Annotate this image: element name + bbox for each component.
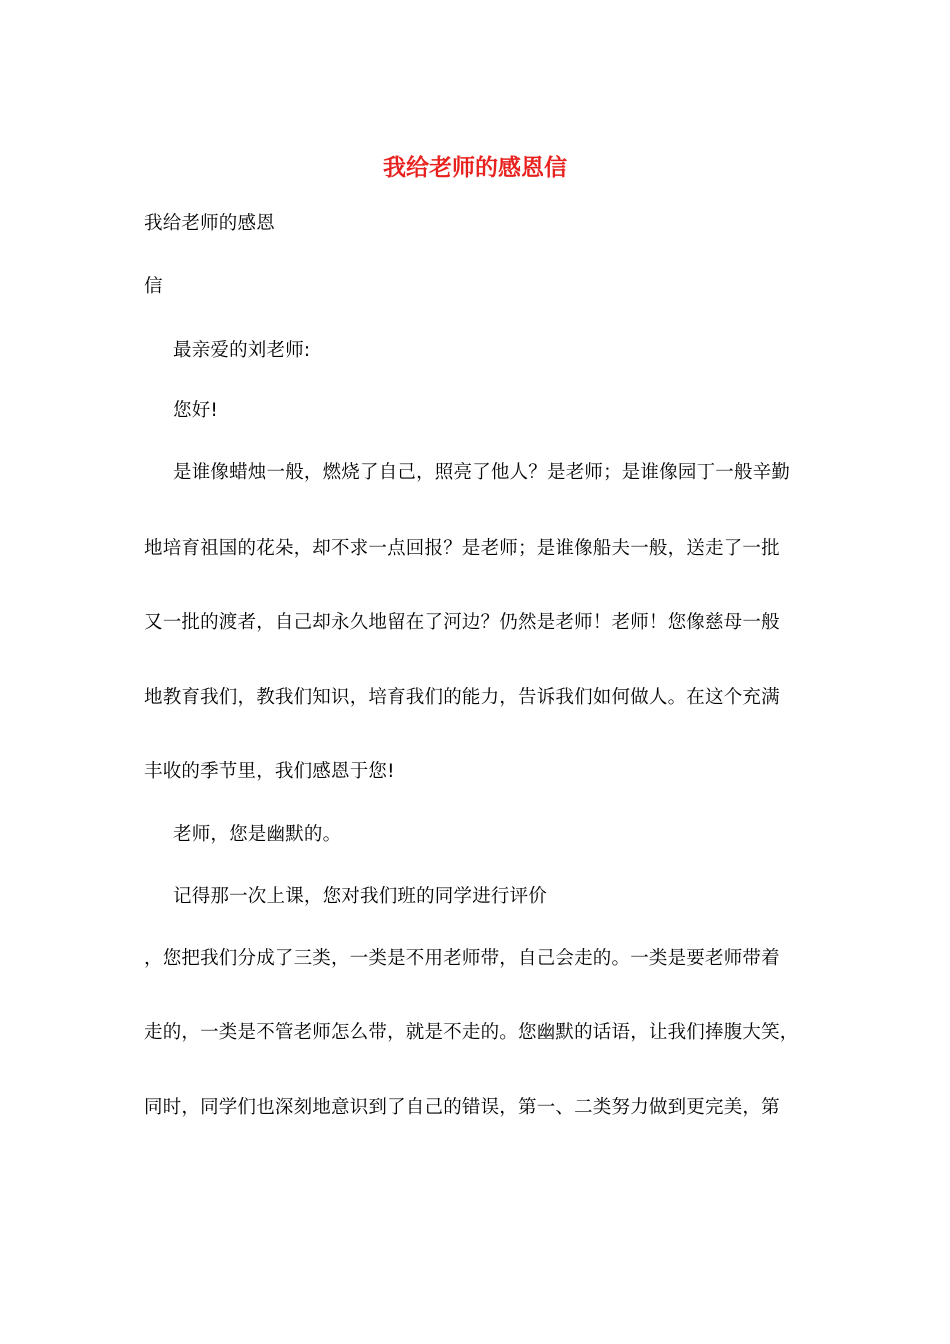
text-line: 同时，同学们也深刻地意识到了自己的错误，第一、二类努力做到更完美，第 — [144, 1097, 780, 1118]
text-line: 丰收的季节里，我们感恩于您! — [144, 761, 395, 782]
text-line: 又一批的渡者，自己却永久地留在了河边？仍然是老师！老师！您像慈母一般 — [144, 612, 780, 633]
text-line: 是谁像蜡烛一般，燃烧了自己，照亮了他人？是老师；是谁像园丁一般辛勤 — [173, 462, 791, 483]
text-line: 您好! — [173, 400, 219, 421]
text-line: 走的，一类是不管老师怎么带，就是不走的。您幽默的话语，让我们捧腹大笑， — [144, 1022, 799, 1043]
text-line: 我给老师的感恩 — [144, 213, 275, 234]
text-line: 地教育我们，教我们知识，培育我们的能力，告诉我们如何做人。在这个充满 — [144, 687, 780, 708]
text-line: ，您把我们分成了三类，一类是不用老师带，自己会走的。一类是要老师带着 — [144, 948, 780, 969]
text-line: 老师，您是幽默的。 — [173, 824, 342, 845]
text-line: 记得那一次上课，您对我们班的同学进行评价 — [173, 886, 548, 907]
text-line: 地培育祖国的花朵，却不求一点回报？是老师；是谁像船夫一般，送走了一批 — [144, 538, 780, 559]
text-line: 最亲爱的刘老师: — [173, 340, 311, 361]
text-line: 信 — [144, 276, 163, 297]
document-title: 我给老师的感恩信 — [383, 154, 567, 181]
